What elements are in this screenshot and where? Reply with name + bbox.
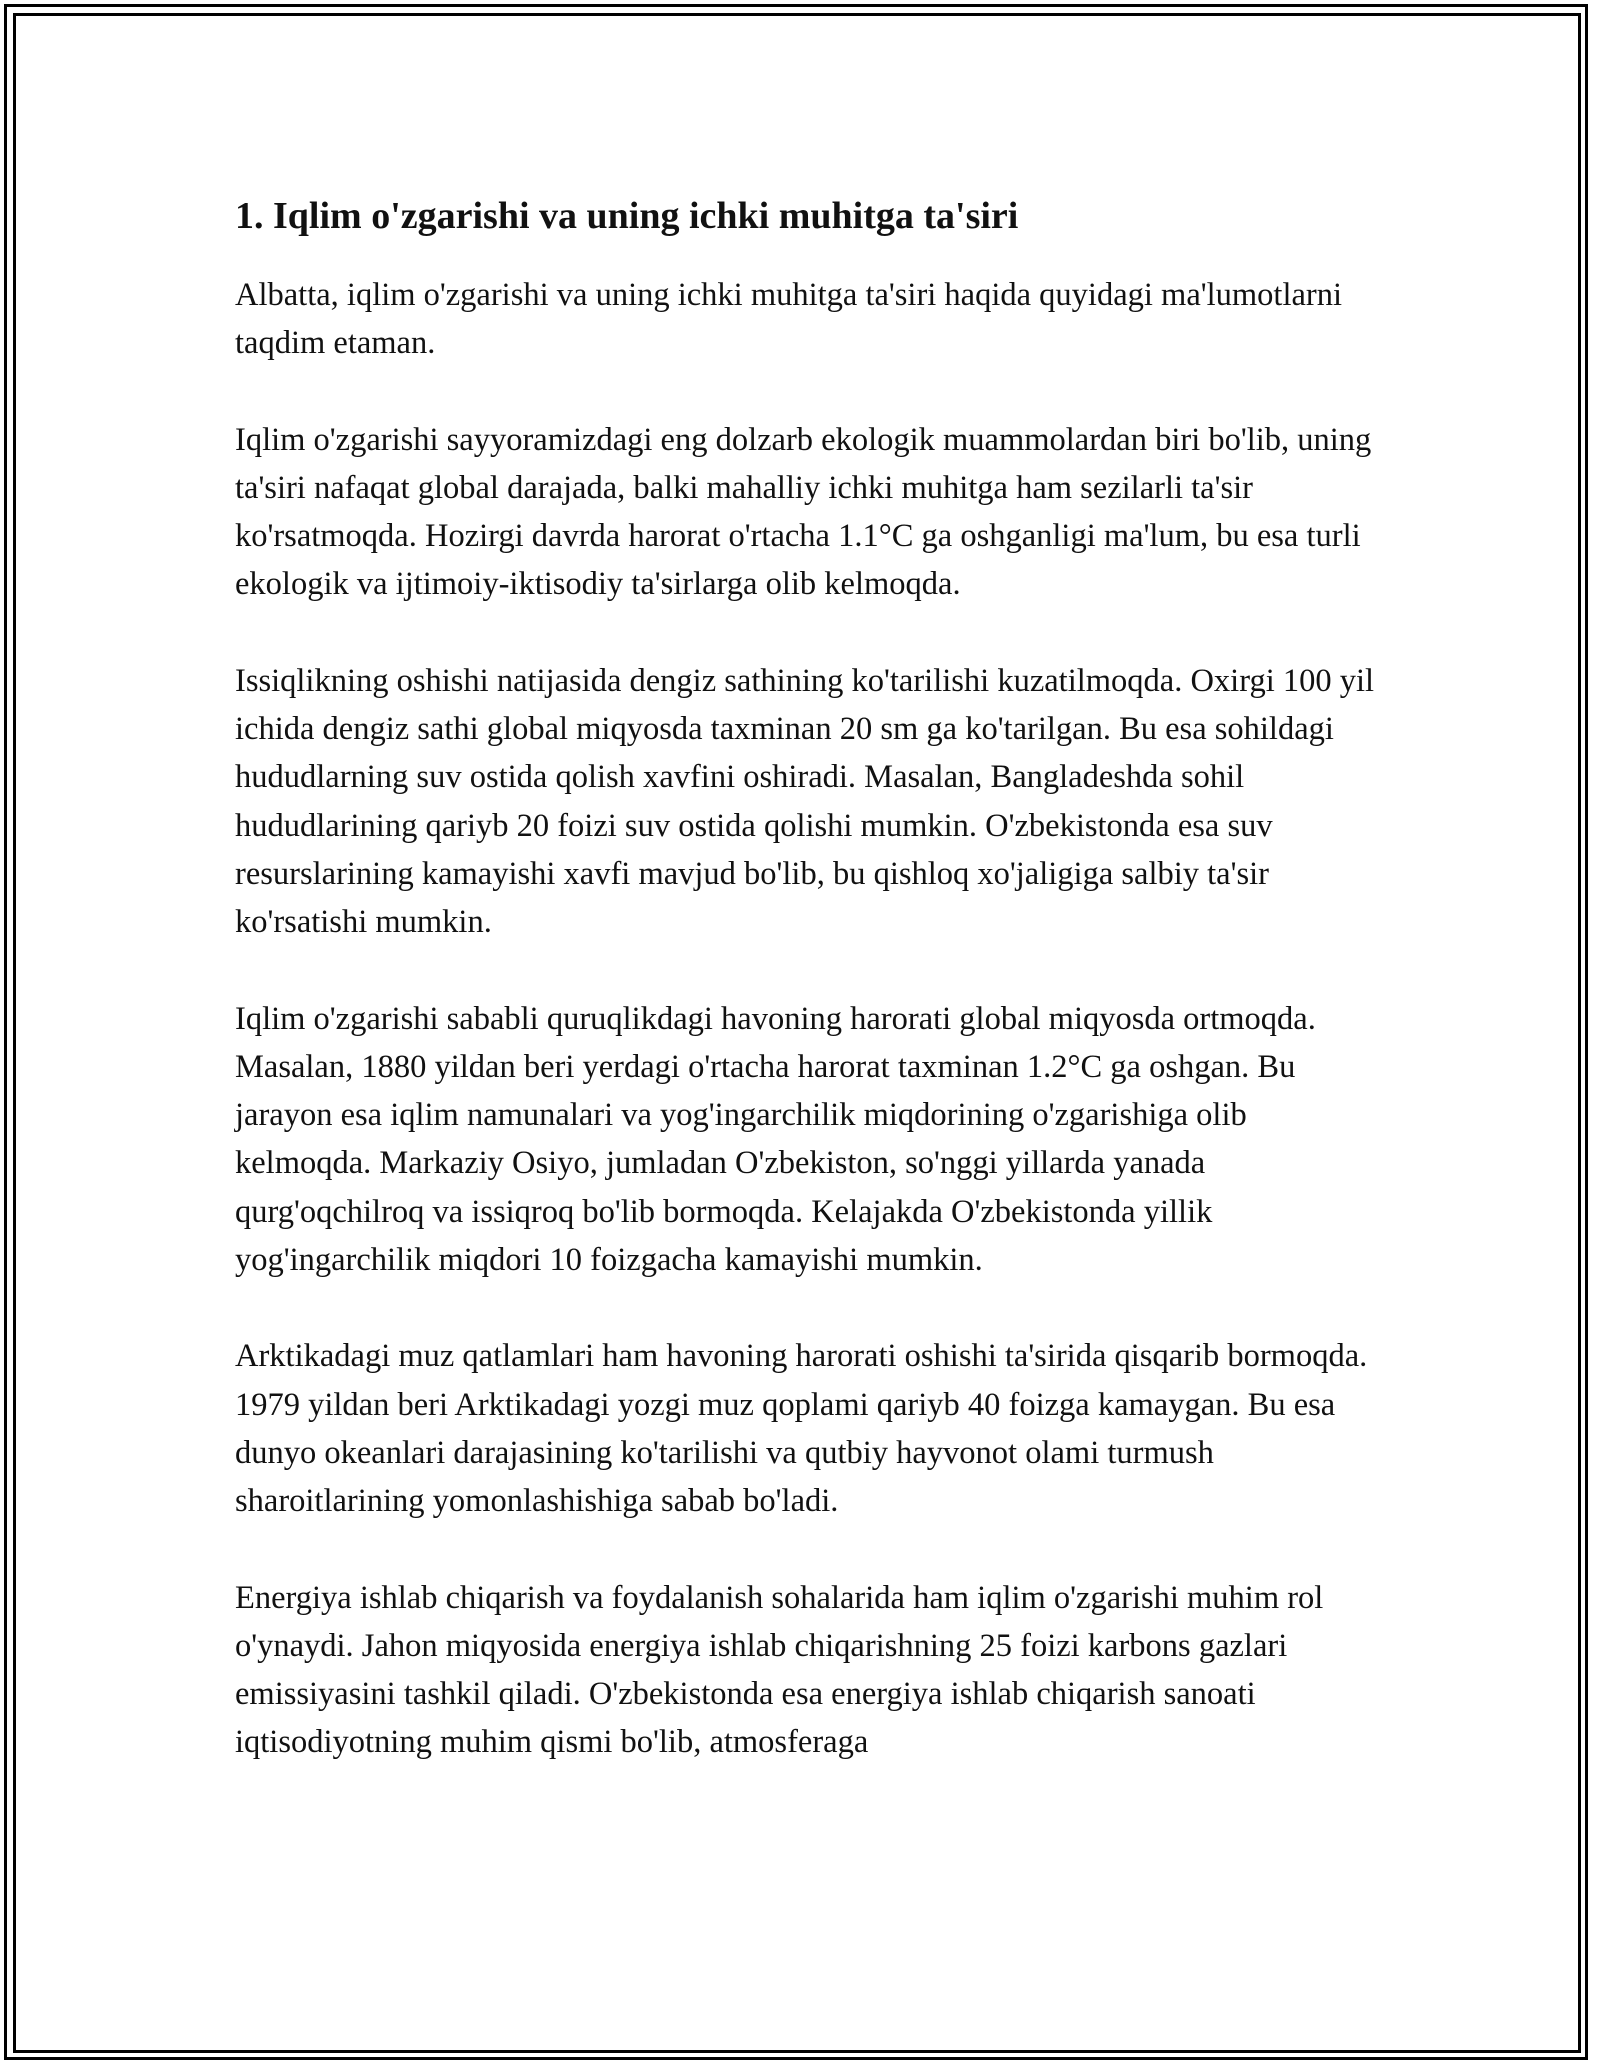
paragraph-intro: Albatta, iqlim o'zgarishi va uning ichki muhitga ta'siri haqida quyidagi ma'lumotlarni taqdim etaman.	[235, 277, 1342, 362]
paragraph-energy: Energiya ishlab chiqarish va foydalanish sohalarida ham iqlim o'zgarishi muhim rol o'ynaydi. Jahon miqyosida energiya ishlab chiqarishning 25 foizi karbons gazlari emissiyasini tashkil qiladi. O'zbekistonda esa energiya ishlab chiqarish sanoati iqtisodiyotning muhim qismi bo'lib, atmosferaga	[235, 1579, 1324, 1761]
document-title: 1. Iqlim o'zgarishi va uning ichki muhitga ta'siri	[235, 195, 1019, 237]
paragraph-temperature: Iqlim o'zgarishi sababli quruqlikdagi havoning harorati global miqyosda ortmoqda. Masalan, 1880 yildan beri yerdagi o'rtacha harorat taxminan 1.2°C ga oshgan. Bu jarayon esa iqlim namunalari va yog'ingarchilik miqdorining o'zgarishiga olib kelmoqda. Markaziy Osiyo, jumladan O'zbekiston, so'nggi yillarda yanada qurg'oqchilroq va issiqroq bo'lib bormoqda. Kelajakda O'zbekistonda yillik yog'ingarchilik miqdori 10 foizgacha kamayishi mumkin.	[235, 1000, 1316, 1279]
document-body	[235, 183, 1375, 1815]
paragraph-arctic-ice: Arktikadagi muz qatlamlari ham havoning harorati oshishi ta'sirida qisqarib bormoqda. 1979 yildan beri Arktikadagi yozgi muz qoplami qariyb 40 foizga kamaygan. Bu esa dunyo okeanlari darajasining ko'tarilishi va qutbiy hayvonot olami turmush sharoitlarining yomonlashishiga sabab bo'ladi.	[235, 1338, 1368, 1520]
paragraph-overview: Iqlim o'zgarishi sayyoramizdagi eng dolzarb ekologik muammolardan biri bo'lib, uning ta'siri nafaqat global darajada, balki mahalliy ichki muhitga ham sezilarli ta'sir ko'rsatmoqda. Hozirgi davrda harorat o'rtacha 1.1°C ga oshganligi ma'lum, bu esa turli ekologik va ijtimoiy-iktisodiy ta'sirlarga olib kelmoqda.	[235, 421, 1372, 603]
paragraph-sea-level: Issiqlikning oshishi natijasida dengiz sathining ko'tarilishi kuzatilmoqda. Oxirgi 100 yil ichida dengiz sathi global miqyosda taxminan 20 sm ga ko'tarilgan. Bu esa sohildagi hududlarning suv ostida qolish xavfini oshiradi. Masalan, Bangladeshda sohil hududlarining qariyb 20 foizi suv ostida qolishi mumkin. O'zbekistonda esa suv resurslarining kamayishi xavfi mavjud bo'lib, bu qishloq xo'jaligiga salbiy ta'sir ko'rsatishi mumkin.	[235, 662, 1375, 941]
